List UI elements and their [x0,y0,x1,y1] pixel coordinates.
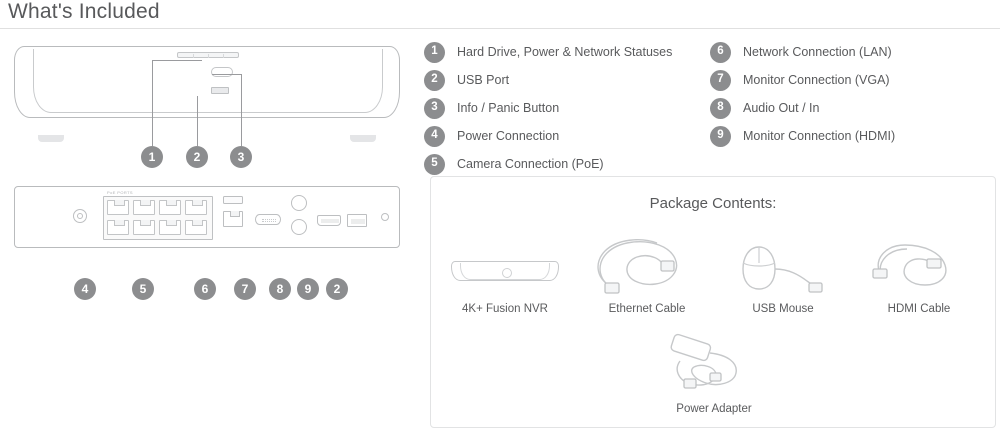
leader-line-3-top [212,74,242,75]
legend-badge: 3 [424,98,445,119]
audio-out-jack-icon [291,195,307,211]
legend-item [424,122,672,150]
leader-line-1-top [152,60,202,61]
nvr-front-view [14,46,400,136]
usb-mouse-icon [713,225,853,303]
package-item-caption: 4K+ Fusion NVR [462,303,548,315]
legend-item [424,66,672,94]
poe-port [133,220,155,235]
audio-in-jack-icon [291,219,307,235]
legend-item [424,38,672,66]
callout-badge-8: 8 [269,278,291,300]
legend-column-2 [710,38,895,150]
legend-label: Audio Out / In [743,101,820,115]
legend-badge: 6 [710,42,731,63]
package-item-nvr [435,225,575,315]
leader-line-2 [197,96,198,146]
leader-line-3 [241,74,242,146]
package-item-caption: Power Adapter [676,403,752,415]
legend-label: Hard Drive, Power & Network Statuses [457,45,673,59]
package-item-caption: HDMI Cable [887,303,951,315]
nvr-icon [435,225,575,303]
legend-item [710,94,895,122]
front-chassis-inner [33,49,383,113]
vga-port-icon [255,214,281,225]
callout-badge-1: 1 [141,146,163,168]
poe-port [159,220,181,235]
status-leds-icon [177,52,239,58]
hdmi-cable-icon [849,225,989,303]
front-usb-port-icon [211,87,229,94]
lan-port-icon [223,211,243,227]
legend-badge: 2 [424,70,445,91]
callout-badge-2-rear: 2 [326,278,348,300]
poe-port [159,200,181,215]
legend-badge: 1 [424,42,445,63]
callout-badge-9: 9 [297,278,319,300]
callout-badge-2: 2 [186,146,208,168]
legend-label: Monitor Connection (HDMI) [743,129,896,143]
poe-port [185,220,207,235]
legend-badge: 8 [710,98,731,119]
front-foot-right [350,135,376,142]
legend-item [424,94,672,122]
callout-badge-5: 5 [132,278,154,300]
package-item-usb-mouse [713,225,853,315]
legend-badge: 4 [424,126,445,147]
package-item-ethernet-cable [577,225,717,315]
info-panic-button-icon [211,67,233,77]
rear-chassis [14,186,400,248]
legend-column-1 [424,38,672,178]
power-connector-inner [77,213,83,219]
legend-badge: 7 [710,70,731,91]
legend-item [710,38,895,66]
legend-label: Camera Connection (PoE) [457,157,604,171]
package-item-power-adapter [644,325,784,415]
legend-badge: 5 [424,154,445,175]
package-item-hdmi-cable [849,225,989,315]
poe-port [107,220,129,235]
ethernet-cable-icon [577,225,717,303]
package-contents-title: Package Contents: [649,195,777,212]
package-contents-panel [430,176,996,428]
hdmi-port-icon [317,215,341,226]
title-divider [0,28,1000,29]
poe-port [185,200,207,215]
poe-ports-label: PoE PORTS [107,190,133,195]
leader-line-1 [152,60,153,146]
callout-badge-3: 3 [230,146,252,168]
legend-item [710,122,895,150]
front-chassis [14,46,400,118]
package-item-caption: USB Mouse [752,303,814,315]
rear-small-vent-left [223,196,243,204]
rear-usb-port-icon [347,214,367,227]
callout-badge-4: 4 [74,278,96,300]
ground-screw-icon [381,213,389,221]
page-title: What's Included [8,0,160,23]
poe-port [107,200,129,215]
legend-item [710,66,895,94]
legend-item [424,150,672,178]
power-adapter-icon [644,325,784,403]
poe-port [133,200,155,215]
package-item-caption: Ethernet Cable [608,303,686,315]
nvr-rear-view [14,186,400,266]
callout-badge-7: 7 [234,278,256,300]
legend-label: Info / Panic Button [457,101,560,115]
legend-badge: 9 [710,126,731,147]
legend-label: Power Connection [457,129,560,143]
legend-label: USB Port [457,73,510,87]
device-diagram [0,38,412,358]
front-foot-left [38,135,64,142]
legend-label: Monitor Connection (VGA) [743,73,890,87]
callout-badge-6: 6 [194,278,216,300]
legend-label: Network Connection (LAN) [743,45,892,59]
